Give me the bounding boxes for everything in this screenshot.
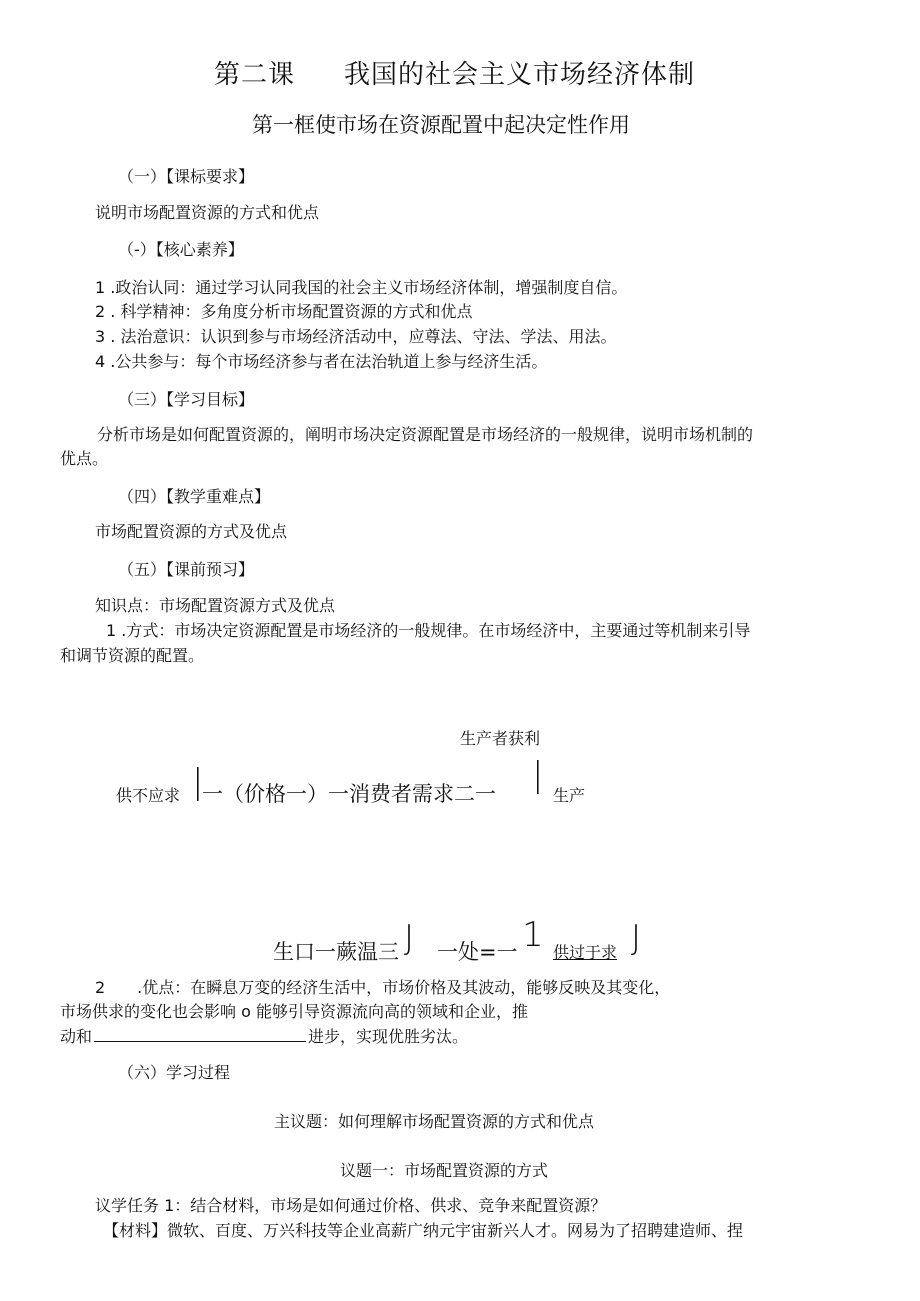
diagram-row1-chain: 一（价格一）一消费者需求二一 xyxy=(202,782,496,806)
diagram-oversupply-label: 供过于求 xyxy=(553,943,618,962)
objectives-text-line2: 优点。 xyxy=(60,449,109,468)
task-one: 议学任务 1：结合材料，市场是如何通过价格、供求、竞争来配置资源？ xyxy=(95,1196,607,1215)
core-literacy-item: 3 . 法治意识：认识到参与市场经济活动中，应尊法、守法、学法、用法。 xyxy=(95,327,617,346)
diagram-row2-chain: 一处=一 xyxy=(437,940,518,964)
key-points-text: 市场配置资源的方式及优点 xyxy=(95,522,288,541)
section-heading-objectives: （三）【学习目标】 xyxy=(118,390,255,409)
diagram-bracket: J xyxy=(631,918,642,958)
advantage-text-post: 进步，实现优胜劣汰。 xyxy=(308,1027,469,1046)
diagram-bracket: | xyxy=(532,755,544,795)
main-topic: 主议题：如何理解市场配置资源的方式和优点 xyxy=(274,1112,595,1131)
section-heading-core-literacy: （-）【核心素养】 xyxy=(118,240,244,259)
advantage-text-pre: 动和 xyxy=(60,1027,93,1046)
core-literacy-item: 2 . 科学精神：多角度分析市场配置资源的方式和优点 xyxy=(95,302,473,321)
diagram-row2-left: 生口一蕨温三 xyxy=(273,940,399,964)
section-heading-learning-process: （六）学习过程 xyxy=(118,1063,231,1082)
page-subtitle: 第一框使市场在资源配置中起决定性作用 xyxy=(252,113,630,137)
method-text-line2: 和调节资源的配置。 xyxy=(60,646,205,665)
advantage-text-line2: 市场供求的变化也会影响 o 能够引导资源流向高的领域和企业，推 xyxy=(60,1002,528,1021)
section-heading-key-points: （四）【教学重难点】 xyxy=(118,487,271,506)
section-heading-preview: （五）【课前预习】 xyxy=(118,560,255,579)
diagram-producer-profit-label: 生产者获利 xyxy=(460,729,541,748)
page-title: 我国的社会主义市场经济体制 xyxy=(344,60,696,90)
advantage-text-line1: 2 .优点：在瞬息万变的经济生活中，市场价格及其波动，能够反映及其变化， xyxy=(95,978,671,997)
diagram-production-label: 生产 xyxy=(553,786,586,805)
advantage-text-line3 xyxy=(60,1024,468,1047)
diagram-bracket: J xyxy=(404,918,415,958)
fill-in-blank[interactable] xyxy=(94,1027,306,1042)
objectives-text-line1: 分析市场是如何配置资源的，阐明市场决定资源配置是市场经济的一般规律，说明市场机制的 xyxy=(97,425,754,444)
core-literacy-item: 4 .公共参与：每个市场经济参与者在法治轨道上参与经济生活。 xyxy=(95,352,548,371)
section-heading-curriculum: （一）【课标要求】 xyxy=(118,167,255,186)
diagram-supply-short-label: 供不应求 xyxy=(116,786,181,805)
core-literacy-item: 1 .政治认同：通过学习认同我国的社会主义市场经济体制，增强制度自信。 xyxy=(95,278,628,297)
topic-one: 议题一：市场配置资源的方式 xyxy=(340,1161,549,1180)
method-text-line1: 1 .方式：市场决定资源配置是市场经济的一般规律。在市场经济中，主要通过等机制来引导 xyxy=(106,621,751,640)
diagram-bracket: 1 xyxy=(522,915,544,955)
lesson-number: 第二课 xyxy=(214,60,296,90)
diagram-bracket: | xyxy=(192,762,204,802)
knowledge-point: 知识点：市场配置资源方式及优点 xyxy=(95,596,336,615)
curriculum-text: 说明市场配置资源的方式和优点 xyxy=(95,203,320,222)
material-text: 【材料】微软、百度、万兴科技等企业高薪广纳元宇宙新兴人才。网易为了招聘建造师、捏 xyxy=(103,1221,744,1240)
